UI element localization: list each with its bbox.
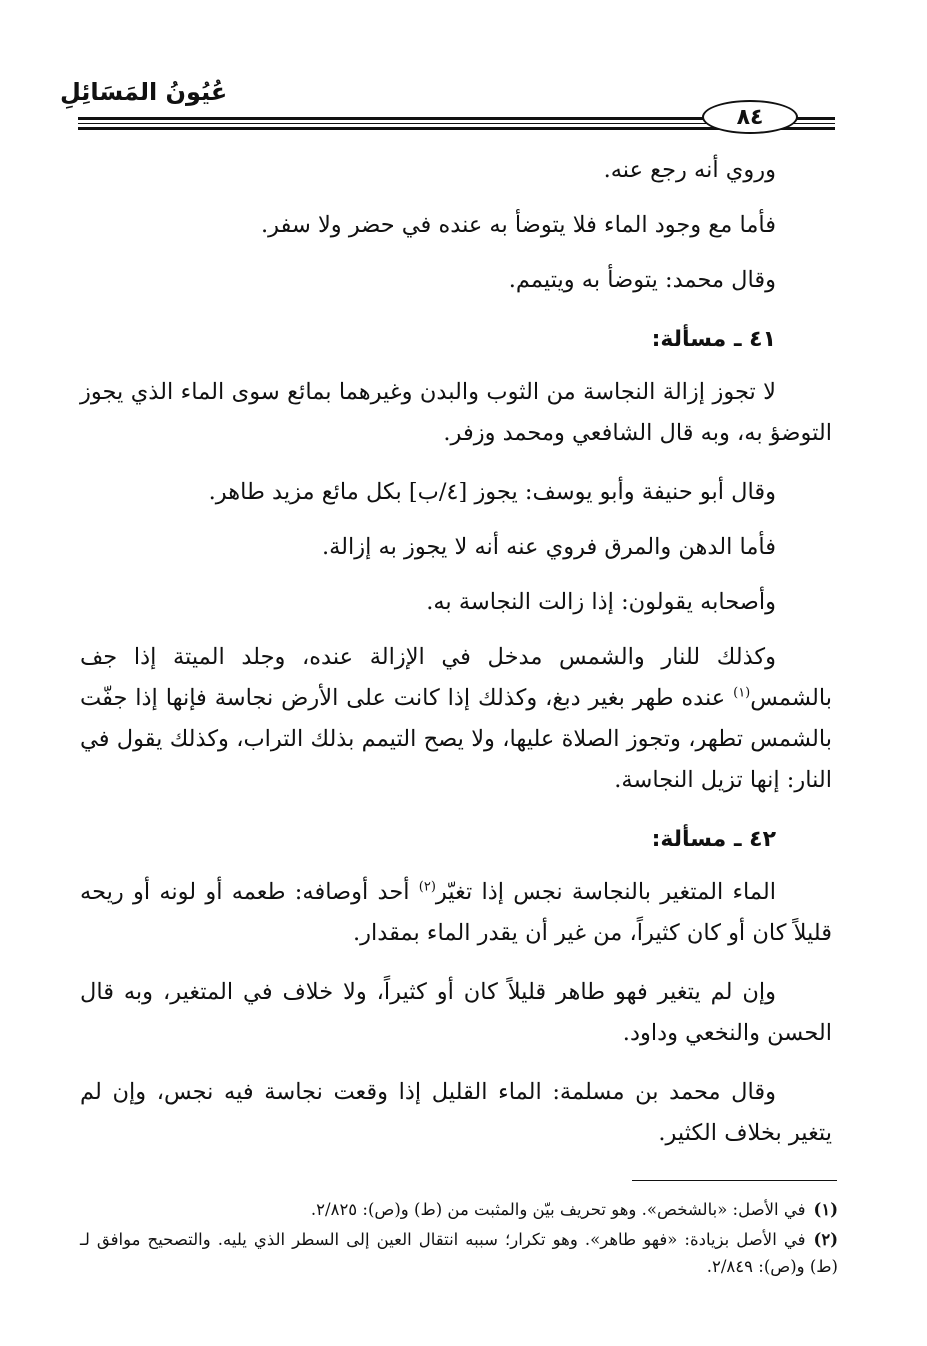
paragraph (80, 637, 832, 801)
paragraph (80, 872, 832, 954)
page-number-badge (702, 100, 798, 134)
footnote-ref[interactable]: (١) (733, 685, 751, 701)
paragraph: فأما الدهن والمرق فروي عنه أنه لا يجوز به إزالة. (321, 534, 776, 560)
footnote-number: (١) (813, 1200, 838, 1219)
paragraph: وقال محمد: يتوضأ به ويتيمم. (508, 267, 776, 293)
section-heading-42: ٤٢ ـ مسألة: (651, 827, 776, 852)
footnote-ref[interactable]: (٢) (418, 879, 436, 895)
paragraph: وروي أنه رجع عنه. (603, 157, 776, 183)
paragraph-part: وكذلك للنار والشمس مدخل في الإزالة عنده، وجلد الميتة إذا جف بالشمس (80, 644, 832, 711)
footnote-separator (632, 1180, 837, 1181)
paragraph: فأما مع وجود الماء فلا يتوضأ به عنده في حضر ولا سفر. (261, 212, 776, 238)
paragraph: وإن لم يتغير فهو طاهر قليلاً كان أو كثيراً، ولا خلاف في المتغير، وبه قال الحسن والنخعي وداود. (80, 979, 832, 1046)
paragraph-part: عنده طهر بغير دبغ، وكذلك إذا كانت على الأرض نجاسة فإنها إذا جفّت بالشمس تطهر، وتجوز الصلاة عليها، ولا يصح التيمم بذلك التراب، وكذلك يقول في النار: إنها تزيل النجاسة. (80, 685, 832, 793)
paragraph: لا تجوز إزالة النجاسة من الثوب والبدن وغيرهما بمائع سوى الماء الذي يجوز التوضؤ به، وبه قال الشافعي ومحمد وزفر. (80, 379, 832, 446)
book-title: عُيُونُ المَسَائِلِ (60, 78, 228, 106)
footnote (80, 1196, 838, 1223)
main-text (80, 150, 832, 1172)
paragraph: وقال أبو حنيفة وأبو يوسف: يجوز [٤/ب] بكل مائع مزيد طاهر. (208, 479, 776, 505)
footnote-number: (٢) (813, 1230, 838, 1249)
footnotes (80, 1196, 838, 1283)
footnote-text: في الأصل بزيادة: «فهو طاهر». وهو تكرار؛ سببه انتقال العين إلى السطر الذي يليه. والتصحيح موافق لـ (ط) و(ص): ٢/٨٤٩. (80, 1230, 838, 1276)
footnote (80, 1226, 838, 1280)
paragraph-part: الماء المتغير بالنجاسة نجس إذا تغيّر (435, 879, 776, 905)
section-heading-41: ٤١ ـ مسألة: (651, 327, 776, 352)
paragraph-part: أحد أوصافه: طعمه أو لونه أو ريحه قليلاً كان أو كان كثيراً، من غير أن يقدر الماء بمقدار. (80, 879, 832, 946)
paragraph: وأصحابه يقولون: إذا زالت النجاسة به. (426, 589, 776, 615)
page-number: ٨٤ (736, 104, 764, 130)
paragraph: وقال محمد بن مسلمة: الماء القليل إذا وقعت نجاسة فيه نجس، وإن لم يتغير بخلاف الكثير. (80, 1079, 832, 1146)
footnote-text: في الأصل: «بالشخص». وهو تحريف بيّن والمثبت من (ط) و(ص): ٢/٨٢٥. (310, 1200, 806, 1219)
